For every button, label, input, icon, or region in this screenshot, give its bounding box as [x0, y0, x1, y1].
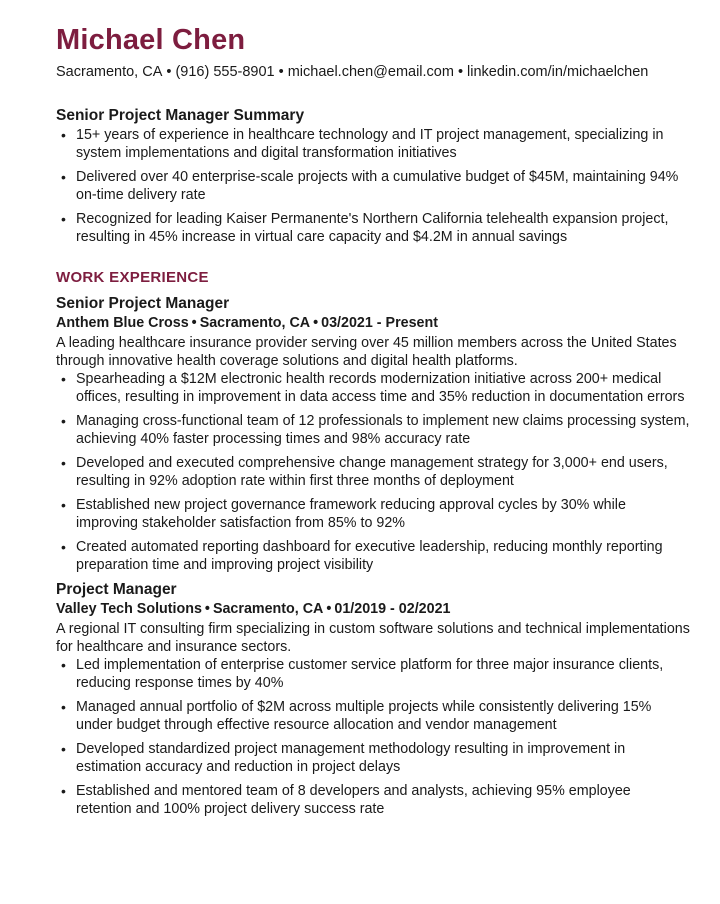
job-bullet: • Led implementation of enterprise customer service platform for three major insurance clients, reducing response times by 40%: [56, 656, 690, 692]
job-dates: 01/2019 - 02/2021: [334, 601, 451, 617]
job-bullet: • Managing cross-functional team of 12 professionals to implement new claims processing system, achieving 40% faster processing times and 98% accuracy rate: [56, 412, 690, 448]
contact-linkedin: linkedin.com/in/michaelchen: [467, 64, 649, 80]
job-bullet-list: [56, 370, 690, 574]
meta-separator: •: [204, 601, 210, 617]
work-experience-heading: WORK EXPERIENCE: [56, 269, 209, 286]
job-bullet: • Established new project governance framework reducing approval cycles by 30% while improving stakeholder satisfaction from 85% to 92%: [56, 496, 690, 532]
job-bullet: • Created automated reporting dashboard for executive leadership, reducing monthly reporting preparation time and improving project visibility: [56, 538, 690, 574]
job-bullet: • Managed annual portfolio of $2M across multiple projects while consistently delivering 15% under budget through effective resource allocation and vendor management: [56, 698, 690, 734]
job-bullet: • Developed and executed comprehensive change management strategy for 3,000+ end users, resulting in 92% adoption rate within first three months of deployment: [56, 454, 690, 490]
job-description: A regional IT consulting firm specializing in custom software solutions and technical implementations for healthcare and insurance sectors.: [56, 621, 690, 655]
contact-location: Sacramento, CA: [56, 64, 163, 80]
contact-phone: (916) 555-8901: [175, 64, 275, 80]
job-description: A leading healthcare insurance provider serving over 45 million members across the United States through innovative health coverage solutions and digital health platforms.: [56, 335, 677, 369]
job-company: Valley Tech Solutions: [56, 601, 202, 617]
contact-separator: •: [278, 64, 284, 80]
meta-separator: •: [191, 315, 197, 331]
contact-email: michael.chen@email.com: [287, 64, 454, 80]
summary-heading: Senior Project Manager Summary: [56, 107, 305, 124]
job-entry: [56, 294, 690, 574]
contact-separator: •: [166, 64, 172, 80]
job-dates: 03/2021 - Present: [321, 315, 438, 331]
summary-bullet: • 15+ years of experience in healthcare technology and IT project management, specializing in system implementations and digital transformation initiatives: [56, 126, 690, 162]
job-meta: [56, 314, 690, 333]
summary-list: [56, 126, 690, 246]
job-location: Sacramento, CA: [212, 601, 324, 617]
job-bullet: • Spearheading a $12M electronic health records modernization initiative across 200+ medical offices, resulting in improvement in data access time and 35% reduction in documentation errors: [56, 370, 690, 406]
summary-bullet: • Recognized for leading Kaiser Permanente's Northern California telehealth expansion project, resulting in 45% increase in virtual care capacity and $4.2M in annual savings: [56, 210, 690, 246]
job-bullet: • Established and mentored team of 8 developers and analysts, achieving 95% employee retention and 100% project delivery success rate: [56, 782, 690, 818]
job-title: Senior Project Manager: [56, 295, 230, 312]
job-entry: [56, 580, 690, 818]
meta-separator: •: [313, 315, 319, 331]
job-location: Sacramento, CA: [199, 315, 311, 331]
summary-bullet: • Delivered over 40 enterprise-scale projects with a cumulative budget of $45M, maintaining 94% on-time delivery rate: [56, 168, 690, 204]
candidate-name: Michael Chen: [56, 24, 246, 56]
job-bullet: • Developed standardized project management methodology resulting in improvement in estimation accuracy and reduction in project delays: [56, 740, 690, 776]
job-bullet-list: [56, 656, 690, 818]
contact-separator: •: [457, 64, 464, 80]
contact-line: [56, 62, 690, 82]
job-meta: [56, 600, 690, 619]
job-title: Project Manager: [56, 581, 177, 598]
job-company: Anthem Blue Cross: [56, 315, 189, 331]
meta-separator: •: [326, 601, 332, 617]
